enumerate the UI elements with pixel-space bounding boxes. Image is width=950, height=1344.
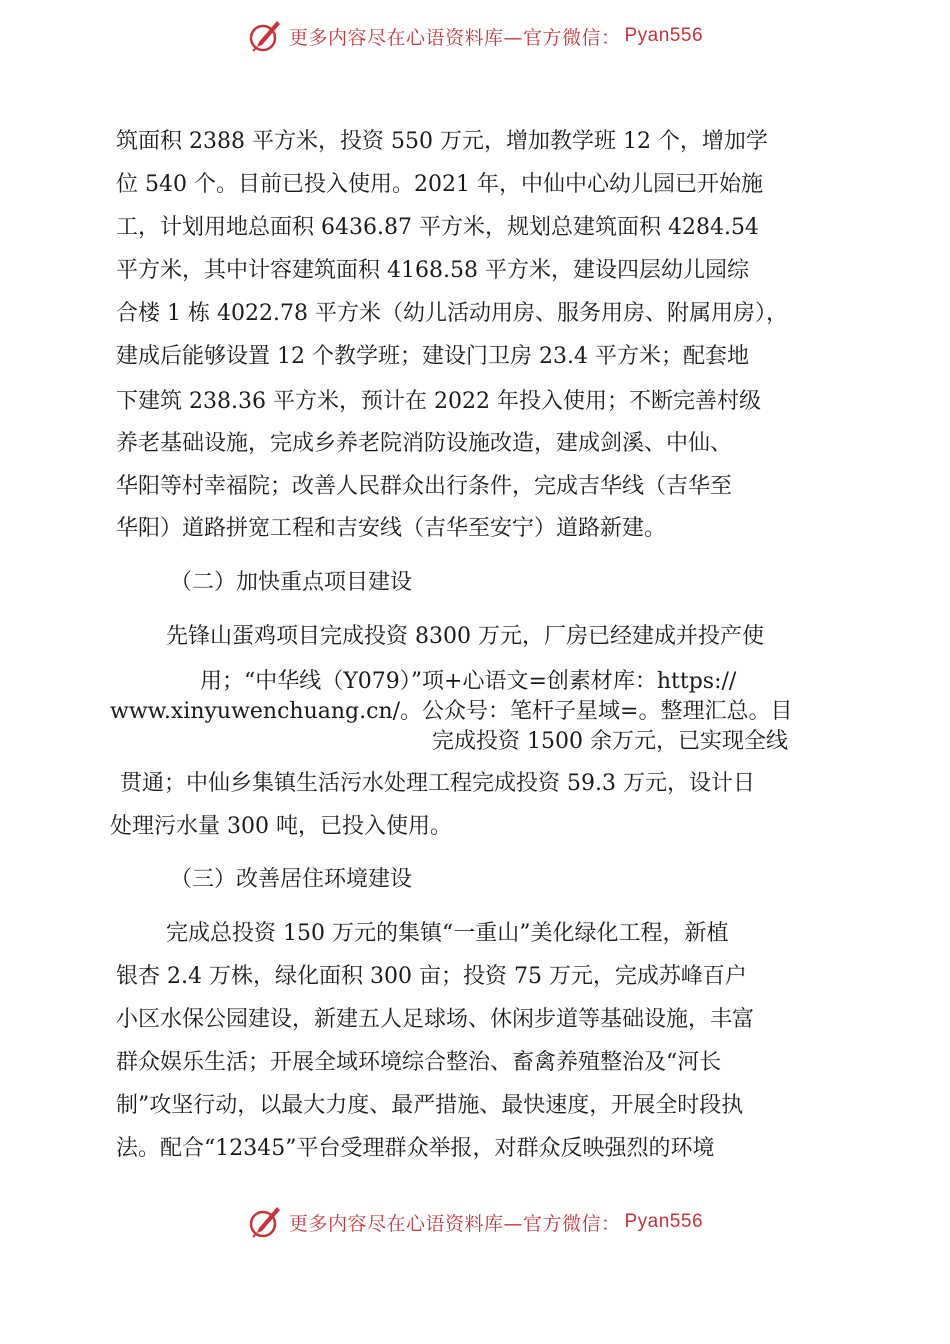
text-line: 完成投资 1500 余万元，已实现全线 — [432, 729, 788, 754]
footer-banner — [0, 1202, 950, 1242]
footer-wechat-id: Pyan556 — [624, 1211, 704, 1232]
pen-logo-icon — [247, 18, 283, 54]
text-line: 华阳等村幸福院；改善人民群众出行条件，完成吉华线（吉华至 — [116, 474, 733, 499]
header-wechat-id: Pyan556 — [624, 25, 704, 46]
header-banner-text: 更多内容尽在心语资料库—官方微信： — [288, 26, 621, 49]
text-line: 完成总投资 150 万元的集镇“一重山”美化绿化工程，新植 — [166, 921, 729, 946]
header-banner — [0, 16, 950, 56]
text-line: 建成后能够设置 12 个教学班；建设门卫房 23.4 平方米；配套地 — [116, 344, 749, 369]
text-line: 贯通；中仙乡集镇生活污水处理工程完成投资 59.3 万元，设计日 — [120, 771, 755, 796]
text-line: 合楼 1 栋 4022.78 平方米（幼儿活动用房、服务用房、附属用房）， — [116, 301, 788, 326]
text-line: 华阳）道路拼宽工程和吉安线（吉华至安宁）道路新建。 — [116, 516, 667, 541]
text-line: 工，计划用地总面积 6436.87 平方米，规划总建筑面积 4284.54 — [116, 215, 759, 240]
text-line: 筑面积 2388 平方米，投资 550 万元，增加教学班 12 个，增加学 — [116, 129, 768, 154]
section-heading: （二）加快重点项目建设 — [170, 570, 413, 595]
section-heading: （三）改善居住环境建设 — [170, 867, 413, 892]
text-line: www.xinyuwenchuang.cn/。公众号：笔杆子星域=。整理汇总。目 — [110, 699, 793, 724]
text-line: 制”攻坚行动，以最大力度、最严措施、最快速度，开展全时段执 — [116, 1093, 744, 1118]
text-line: 处理污水量 300 吨，已投入使用。 — [110, 814, 452, 839]
text-line: 平方米，其中计容建筑面积 4168.58 平方米，建设四层幼儿园综 — [116, 258, 749, 283]
text-line: 法。配合“12345”平台受理群众举报，对群众反映强烈的环境 — [116, 1136, 715, 1161]
text-line: 小区水保公园建设，新建五人足球场、休闲步道等基础设施，丰富 — [116, 1007, 755, 1032]
text-line: 位 540 个。目前已投入使用。2021 年，中仙中心幼儿园已开始施 — [116, 172, 763, 197]
text-line: 用；“中华线（Y079）”项+心语文=创素材库：https:// — [200, 669, 737, 694]
text-line: 银杏 2.4 万株，绿化面积 300 亩；投资 75 万元，完成苏峰百户 — [116, 964, 747, 989]
text-line: 群众娱乐生活；开展全域环境综合整治、畜禽养殖整治及“河长 — [116, 1050, 722, 1075]
text-line: 下建筑 238.36 平方米，预计在 2022 年投入使用；不断完善村级 — [116, 389, 761, 414]
text-line: 先锋山蛋鸡项目完成投资 8300 万元，厂房已经建成并投产使 — [166, 624, 764, 649]
text-line: 养老基础设施，完成乡养老院消防设施改造，建成剑溪、中仙、 — [116, 431, 733, 456]
footer-banner-text: 更多内容尽在心语资料库—官方微信： — [288, 1212, 621, 1235]
pen-logo-icon — [247, 1204, 283, 1240]
